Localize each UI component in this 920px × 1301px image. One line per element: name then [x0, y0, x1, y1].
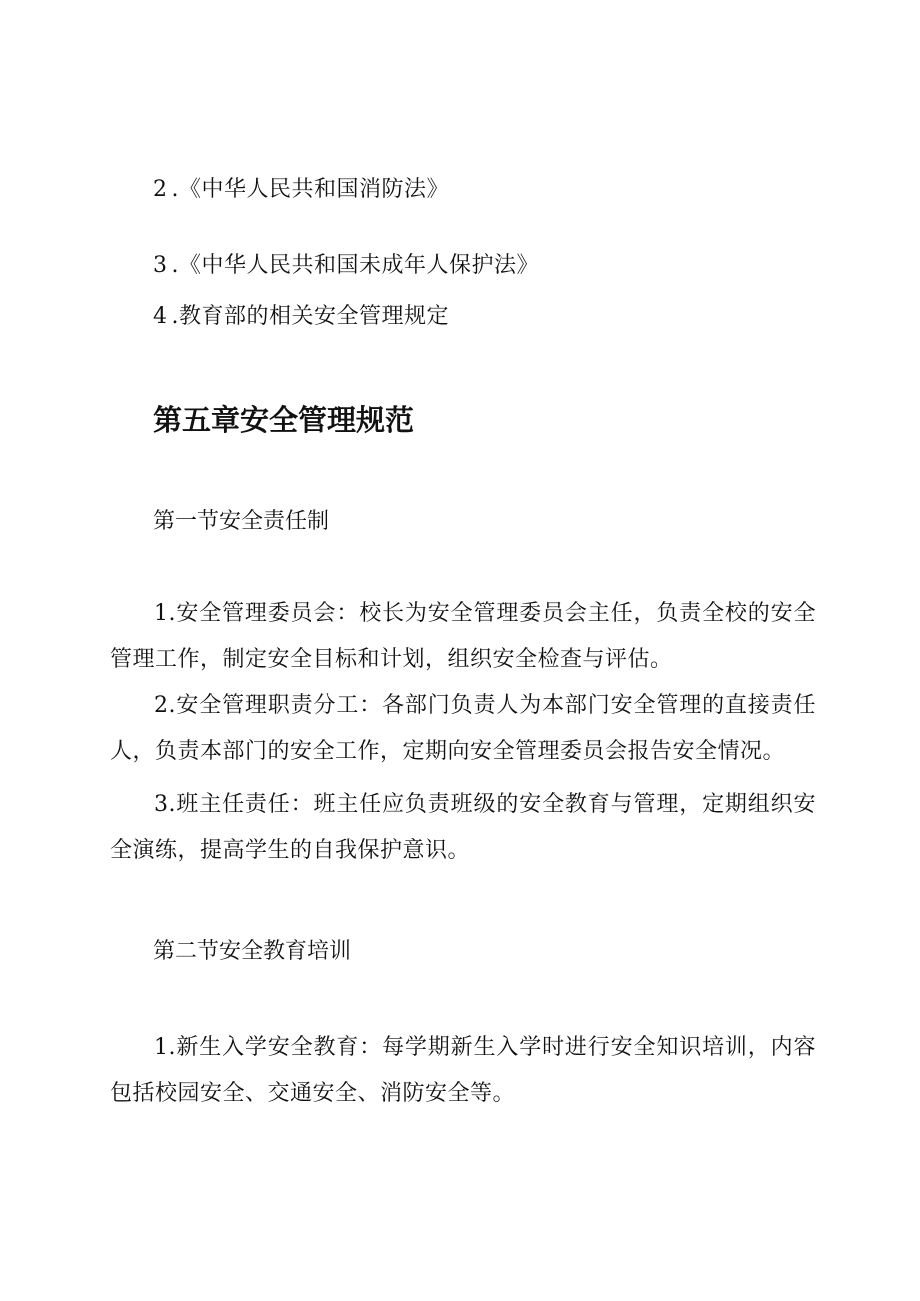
paragraph-text: .安全管理职责分工：各部门负责人为本部门安全管理的直接责任人，负责本部门的安全工作，定期向安全管理委员会报告安全情况。	[110, 693, 816, 764]
reference-separator: .	[171, 253, 179, 278]
paragraph-class-teacher-duty	[110, 782, 816, 874]
paragraph-text: .安全管理委员会：校长为安全管理委员会主任，负责全校的安全管理工作，制定安全目标和计划，组织安全检查与评估。	[110, 601, 816, 672]
reference-number: 3	[153, 253, 168, 278]
paragraph-text: .新生入学安全教育：每学期新生入学时进行安全知识培训，内容包括校园安全、交通安全、消防安全等。	[110, 1035, 816, 1106]
paragraph-duty-division	[110, 683, 816, 775]
paragraph-number: 1	[154, 1035, 169, 1060]
reference-item-minor-protection-law	[153, 251, 539, 281]
reference-text: 教育部的相关安全管理规定	[179, 304, 450, 329]
paragraph-number: 1	[154, 601, 169, 626]
paragraph-safety-committee	[110, 591, 816, 683]
paragraph-number: 3	[154, 792, 169, 817]
paragraph-number: 2	[154, 693, 169, 718]
reference-separator: .	[171, 304, 179, 329]
chapter-title: 第五章安全管理规范	[153, 403, 415, 437]
reference-text: 《中华人民共和国消防法》	[179, 177, 450, 202]
paragraph-new-student-training	[110, 1025, 816, 1117]
reference-item-education-ministry-rules	[153, 302, 449, 332]
reference-number: 2	[153, 177, 168, 202]
reference-text: 《中华人民共和国未成年人保护法》	[179, 253, 540, 278]
reference-number: 4	[153, 304, 168, 329]
section-title-safety-responsibility: 第一节安全责任制	[153, 509, 330, 534]
paragraph-text: .班主任责任：班主任应负责班级的安全教育与管理，定期组织安全演练，提高学生的自我保护意识。	[110, 792, 816, 863]
section-title-safety-training: 第二节安全教育培训	[153, 939, 352, 964]
reference-item-fire-law	[153, 175, 449, 205]
reference-separator: .	[171, 177, 179, 202]
